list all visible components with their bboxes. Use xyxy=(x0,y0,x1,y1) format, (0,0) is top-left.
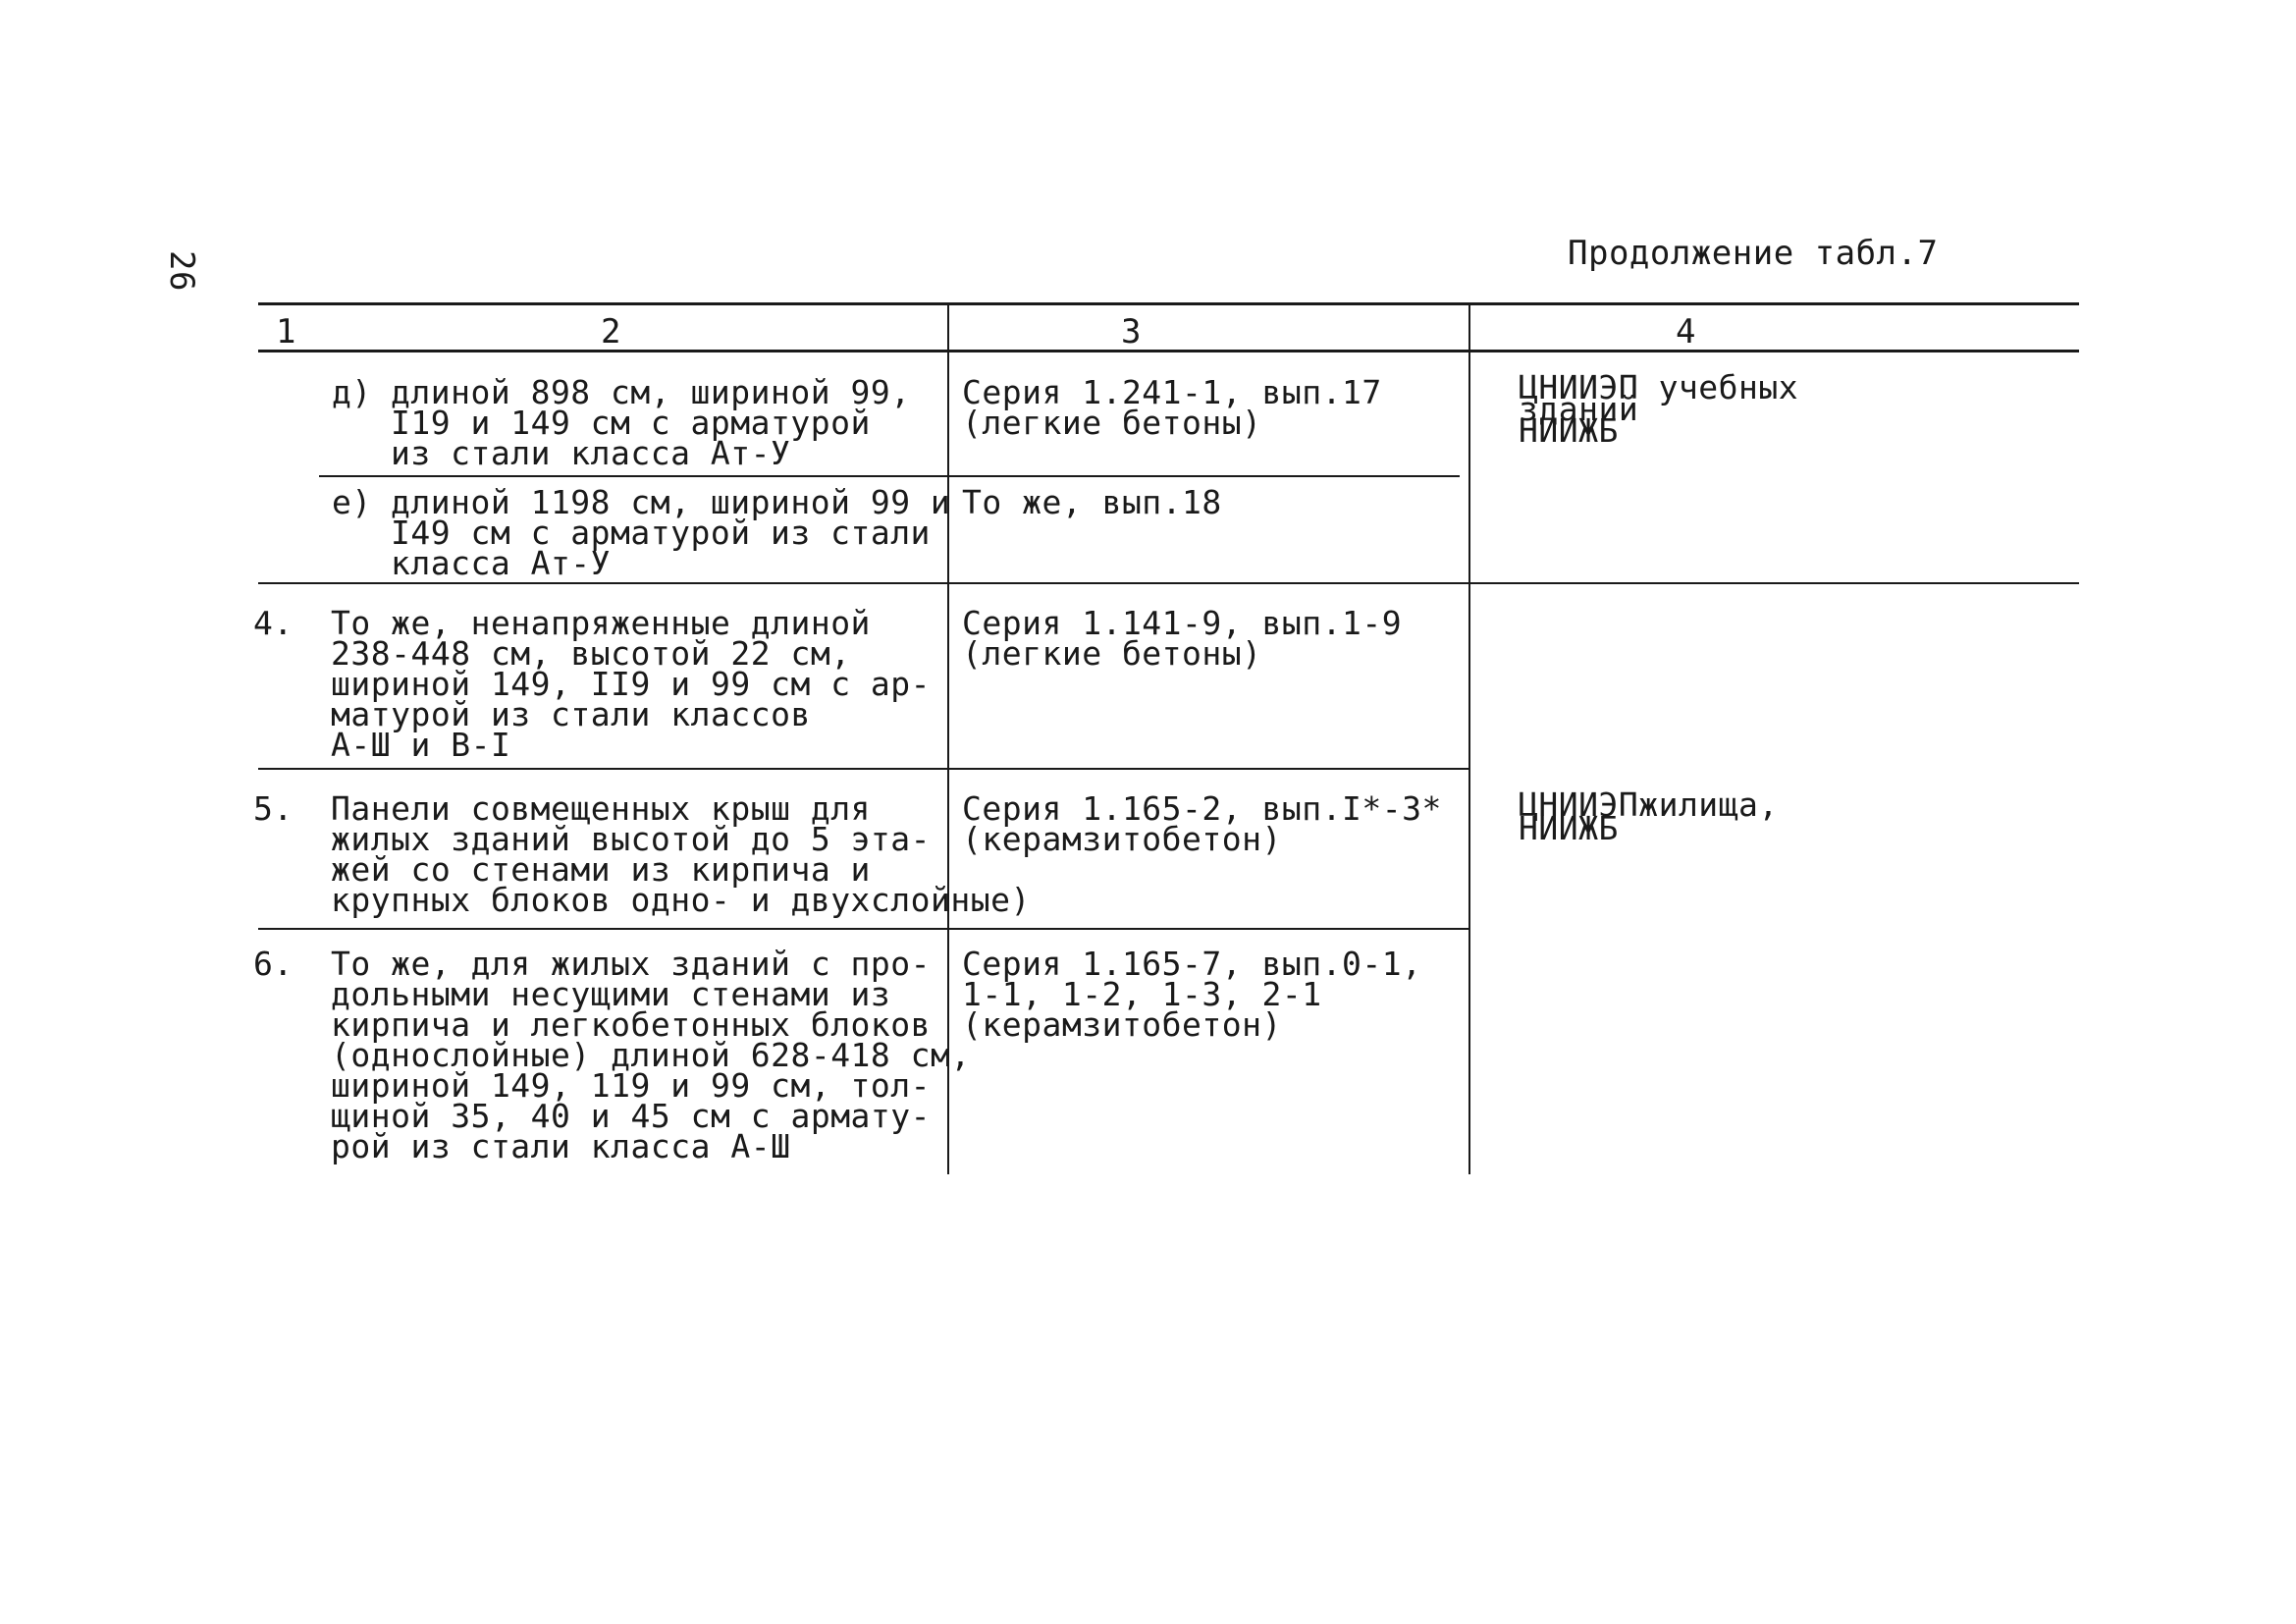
row-rule-e-4 xyxy=(258,582,2079,584)
row-rule-4-5 xyxy=(258,768,1468,770)
row-4-series: Серия 1.141-9, вып.1-9 (легкие бетоны) xyxy=(962,604,1403,673)
row-d-series: Серия 1.241-1, вып.17 (легкие бетоны) xyxy=(962,373,1382,442)
column-header-2: 2 xyxy=(601,312,621,352)
row-6-number: 6. xyxy=(253,945,294,983)
developer-group-2: ЦНИИЭПжилища, НИИЖБ xyxy=(1519,785,1779,847)
column-rule-3-4 xyxy=(1468,304,1470,1174)
row-5-description: Панели совмещенных крыш для жилых зданий высотой до 5 эта- жей со стенами из кирпича и крупных блоков одно- и двухслойные) xyxy=(331,789,1031,919)
row-4-number: 4. xyxy=(253,604,294,642)
row-e-series: То же, вып.18 xyxy=(962,483,1222,521)
row-d-description: длиной 898 см, шириной 99, I19 и 149 см с арматурой из стали класса Ат-У xyxy=(391,373,911,472)
row-e-description: длиной 1198 см, шириной 99 и I49 см с арматурой из стали класса Ат-У xyxy=(391,483,951,582)
row-6-series: Серия 1.165-7, вып.0-1, 1-1, 1-2, 1-3, 2-1 (керамзитобетон) xyxy=(962,945,1422,1044)
developer-group-1: ЦНИИЭП учебных зданий НИИЖБ xyxy=(1519,368,1799,450)
column-header-1: 1 xyxy=(276,312,296,352)
table-header-rule xyxy=(258,350,2079,352)
row-4-description: То же, ненапряженные длиной 238-448 см, высотой 22 см, шириной 149, II9 и 99 см с ар- матурой из стали классов А-Ш и В-I xyxy=(331,604,932,764)
row-e-number: е) xyxy=(332,483,372,521)
column-header-4: 4 xyxy=(1676,312,1696,352)
row-d-number: д) xyxy=(332,373,372,411)
table-continuation-title: Продолжение табл.7 xyxy=(1568,234,1939,273)
row-rule-d-e xyxy=(319,475,1460,477)
row-6-description: То же, для жилых зданий с про- дольными несущими стенами из кирпича и легкобетонных блоков (однослойные) длиной 628-418 см, шириной 149, 119 и 99 см, тол- щиной 35, 40 и 45 см с армату- рой из стали класса А-Ш xyxy=(331,945,971,1165)
column-header-3: 3 xyxy=(1121,312,1142,352)
row-rule-5-6 xyxy=(258,928,1468,930)
page-number: 26 xyxy=(162,250,201,292)
row-5-number: 5. xyxy=(253,789,294,828)
row-5-series: Серия 1.165-2, вып.I*-3* (керамзитобетон) xyxy=(962,789,1442,858)
table-top-rule xyxy=(258,302,2079,305)
